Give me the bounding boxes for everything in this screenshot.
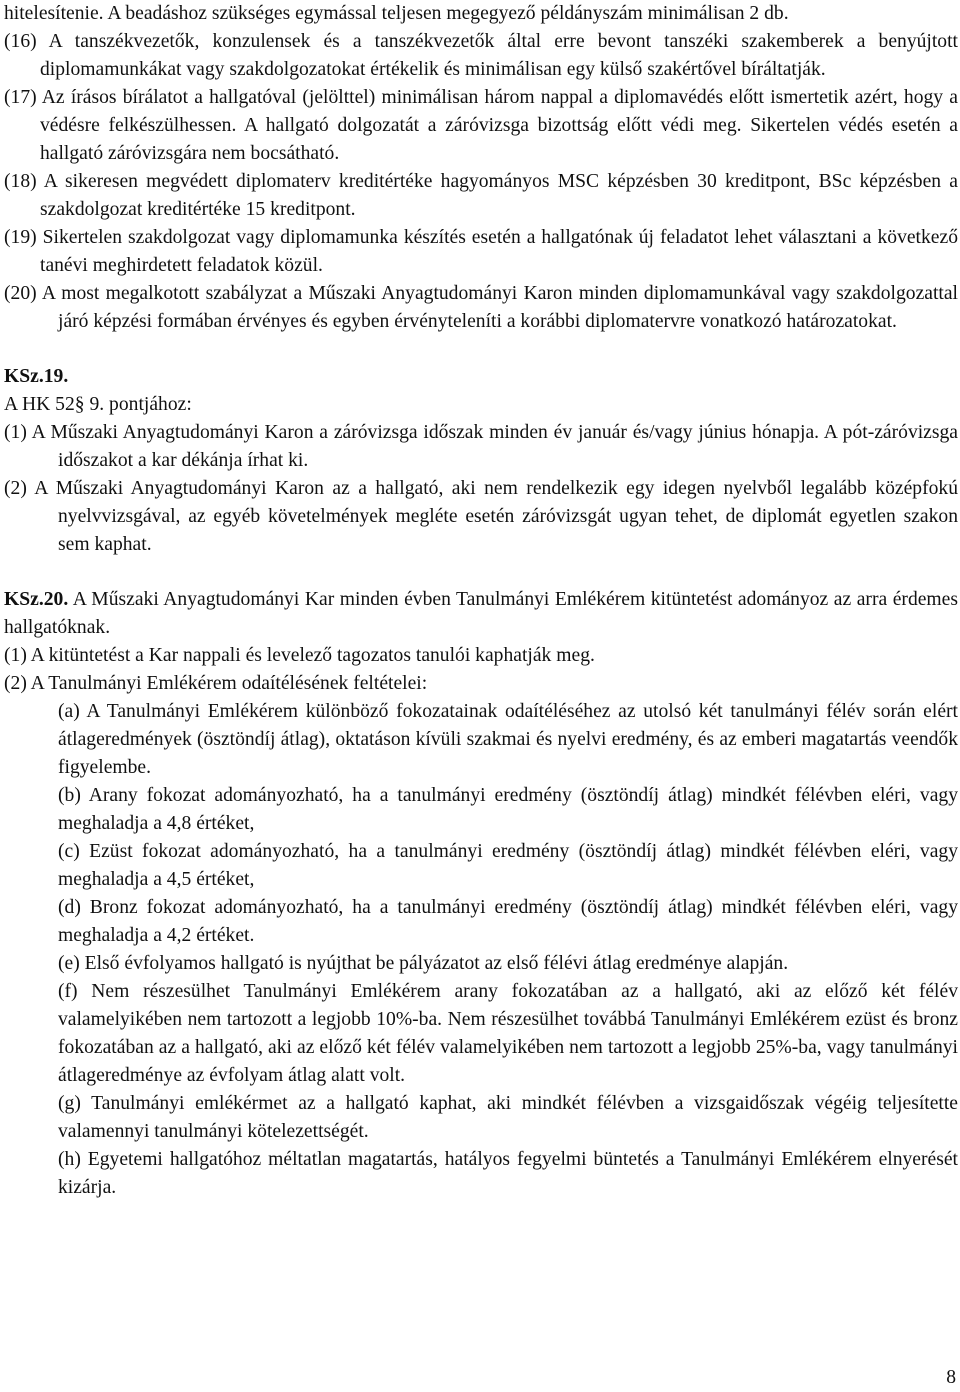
ksz19-item-2: (2) A Műszaki Anyagtudományi Karon az a hallgató, aki nem rendelkezik egy idegen nyelvből legalább középfokú nyelvvizsgával, az egyéb követelmények megléte esetén záróvizsgát ugyan tehet, de diplomát egyetlen szakon sem kaphat. — [4, 478, 958, 555]
paragraph-20: (20) A most megalkotott szabályzat a Műszaki Anyagtudományi Karon minden diplomamunkával vagy szakdolgozattal járó képzési formában érvényes és egyben érvényteleníti a korábbi diplomatervre vonatkozó határozatokat. — [4, 283, 958, 332]
paragraph-top: hitelesítenie. A beadáshoz szükséges egymással teljesen megegyező példányszám minimálisan 2 db. — [4, 3, 789, 24]
ksz20-text: A Műszaki Anyagtudományi Kar minden évben Tanulmányi Emlékérem kitüntetést adományoz az arra érdemes hallgatóknak. — [4, 589, 958, 638]
paragraph-17: (17) Az írásos bírálatot a hallgatóval (jelölttel) minimálisan három nappal a diplomavédés előtt ismertetik azért, hogy a védésre felkészülhessen. A hallgató dolgozatát a záróvizsga bizottság előtt védi meg. Sikertelen védés esetén a hallgató záróvizsgára nem bocsátható. — [4, 87, 958, 164]
ksz20-item-b: (b) Arany fokozat adományozható, ha a tanulmányi eredmény (ösztöndíj átlag) mindkét félévben eléri, vagy meghaladja a 4,8 értéket, — [58, 785, 958, 834]
ksz20-item-f: (f) Nem részesülhet Tanulmányi Emlékérem arany fokozatában az a hallgató, aki az előző két félév valamelyikében nem tartozott a legjobb 10%-ba. Nem részesülhet továbbá Tanulmányi Emlékérem ezüst és bronz fokozatában az a hallgató, aki az előző két félév valamelyikében nem tartozott a legjobb 25%-ba, vagy tanulmányi átlageredménye az évfolyam átlag alatt volt. — [58, 981, 958, 1086]
section-gap — [4, 559, 958, 586]
ksz19-heading: KSz.19. — [4, 366, 69, 387]
ksz20-item-a: (a) A Tanulmányi Emlékérem különböző fokozatainak odaítéléséhez az utolsó két tanulmányi félév során elért átlageredmények (ösztöndíj átlag), oktatáson kívüli szakmai és nyelvi eredmény, és az emberi magatartás veendők figyelembe. — [58, 701, 958, 778]
ksz20-heading: KSz.20. — [4, 589, 69, 610]
ksz20-intro — [4, 586, 958, 642]
paragraph-16: (16) A tanszékvezetők, konzulensek és a tanszékvezetők által erre bevont tanszéki szakemberek a benyújtott diplomamunkákat vagy szakdolgozatokat értékelik és minimálisan egy külső szakértővel bíráltatják. — [4, 31, 958, 80]
ksz19-reference: A HK 52§ 9. pontjához: — [4, 394, 192, 415]
ksz20-item-1: (1) A kitüntetést a Kar nappali és levelező tagozatos tanulói kaphatják meg. — [4, 645, 595, 666]
paragraph-18: (18) A sikeresen megvédett diplomaterv kreditértéke hagyományos MSC képzésben 30 kreditpont, BSc képzésben a szakdolgozat kreditértéke 15 kreditpont. — [4, 171, 958, 220]
section-gap — [4, 336, 958, 363]
ksz20-item-e: (e) Első évfolyamos hallgató is nyújthat be pályázatot az első félévi átlag eredménye alapján. — [58, 953, 789, 974]
ksz19-item-1: (1) A Műszaki Anyagtudományi Karon a záróvizsga időszak minden év január és/vagy június hónapja. A pót-záróvizsga időszakot a kar dékánja írhat ki. — [4, 422, 958, 471]
ksz20-item-g: (g) Tanulmányi emlékérmet az a hallgató kaphat, aki mindkét félévben a vizsgaidőszak végéig teljesítette valamennyi tanulmányi kötelezettségét. — [58, 1093, 958, 1142]
ksz20-item-2: (2) A Tanulmányi Emlékérem odaítélésének feltételei: — [4, 673, 428, 694]
paragraph-19: (19) Sikertelen szakdolgozat vagy diplomamunka készítés esetén a hallgatónak új feladatot lehet választani a következő tanévi meghirdetett feladatok közül. — [4, 227, 958, 276]
ksz20-item-c: (c) Ezüst fokozat adományozható, ha a tanulmányi eredmény (ösztöndíj átlag) mindkét félévben eléri, vagy meghaladja a 4,5 értéket, — [58, 841, 958, 890]
ksz20-item-h: (h) Egyetemi hallgatóhoz méltatlan magatartás, hatályos fegyelmi büntetés a Tanulmányi Emlékérem elnyerését kizárja. — [58, 1149, 958, 1198]
page-number: 8 — [946, 1367, 956, 1388]
ksz20-item-d: (d) Bronz fokozat adományozható, ha a tanulmányi eredmény (ösztöndíj átlag) mindkét félévben eléri, vagy meghaladja a 4,2 értéket. — [58, 897, 958, 946]
document-page — [4, 0, 958, 1202]
